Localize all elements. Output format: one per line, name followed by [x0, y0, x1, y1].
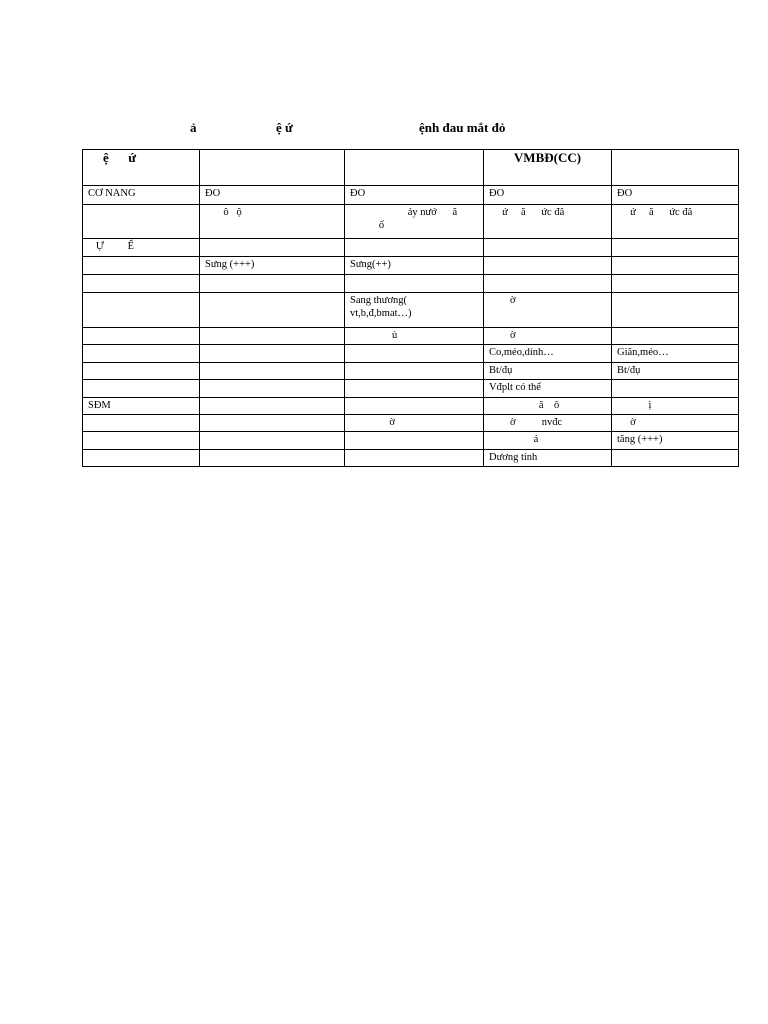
table-cell: SĐM [83, 398, 200, 415]
header-cell-5 [612, 150, 739, 186]
table-cell [83, 257, 200, 275]
table-cell: ờ [484, 328, 612, 345]
table-cell [200, 293, 345, 328]
table-cell: Sang thương( vt,b,đ,bmat…) [345, 293, 484, 328]
table-cell [83, 432, 200, 450]
table-cell: ờ nvđc [484, 415, 612, 432]
table-cell [484, 239, 612, 257]
title-part-3: ệnh đau mắt đỏ [419, 120, 506, 135]
table-cell [612, 380, 739, 398]
table-cell [83, 345, 200, 363]
table-cell: ị [612, 398, 739, 415]
table-cell [200, 275, 345, 293]
table-cell: ờ [345, 415, 484, 432]
table-row [83, 205, 739, 239]
table-cell: Bt/đụ [484, 363, 612, 380]
table-cell [612, 275, 739, 293]
table-cell [200, 239, 345, 257]
table-cell: ĐO [612, 186, 739, 205]
table-cell [345, 398, 484, 415]
table-row [83, 450, 739, 467]
table-cell [83, 205, 200, 239]
table-cell: Dương tính [484, 450, 612, 467]
table-cell: ờ [612, 415, 739, 432]
table-row [83, 398, 739, 415]
table-cell: Vđplt có thể [484, 380, 612, 398]
header-cell-4: VMBĐ(CC) [484, 150, 612, 186]
table-cell [345, 432, 484, 450]
table-cell [83, 293, 200, 328]
table-cell [200, 363, 345, 380]
table-cell: Giãn,méo… [612, 345, 739, 363]
table-cell [612, 450, 739, 467]
table-cell [345, 380, 484, 398]
table-cell [83, 380, 200, 398]
table-cell [200, 450, 345, 467]
document-title [0, 120, 768, 140]
table-row [83, 186, 739, 205]
table-cell [345, 275, 484, 293]
table-row [83, 345, 739, 363]
table-cell [484, 257, 612, 275]
table-cell: ảy nướ ă ố [345, 205, 484, 239]
table-cell [345, 239, 484, 257]
table-cell [345, 363, 484, 380]
table-cell: CƠ NANG [83, 186, 200, 205]
table-cell [612, 328, 739, 345]
table-cell: ô ộ [200, 205, 345, 239]
table-cell [484, 275, 612, 293]
table-row [83, 415, 739, 432]
table-cell [200, 398, 345, 415]
table-cell: Ự Ể [83, 239, 200, 257]
table-cell [612, 257, 739, 275]
table-cell [83, 275, 200, 293]
table-row [83, 363, 739, 380]
table-cell: Sưng(++) [345, 257, 484, 275]
table-cell: ĐO [200, 186, 345, 205]
table-cell: Bt/đụ [612, 363, 739, 380]
table-cell: ứ ă ức đâ [484, 205, 612, 239]
table-row [83, 275, 739, 293]
header-cell-1: ệ ứ [83, 150, 200, 186]
table-cell: ă ô [484, 398, 612, 415]
table-cell [83, 450, 200, 467]
table-cell [200, 432, 345, 450]
table-cell [200, 345, 345, 363]
table-cell [200, 415, 345, 432]
table-cell [83, 328, 200, 345]
table-row [83, 239, 739, 257]
table-cell [345, 450, 484, 467]
table-row [83, 293, 739, 328]
table-cell [345, 345, 484, 363]
table-cell: ĐO [484, 186, 612, 205]
header-cell-3 [345, 150, 484, 186]
table-cell: ả [484, 432, 612, 450]
table-cell: tăng (+++) [612, 432, 739, 450]
table-cell [200, 380, 345, 398]
table-row [83, 380, 739, 398]
table-cell [612, 239, 739, 257]
table-cell: ứ ă ức đâ [612, 205, 739, 239]
title-part-2: ệ ứ [276, 120, 293, 135]
table-cell: ờ [484, 293, 612, 328]
table-cell [612, 293, 739, 328]
table-cell: ĐO [345, 186, 484, 205]
comparison-table [82, 149, 739, 467]
table-cell [83, 415, 200, 432]
table-cell [200, 328, 345, 345]
table-cell [83, 363, 200, 380]
table-row [83, 257, 739, 275]
table-row [83, 432, 739, 450]
table-header-row [83, 150, 739, 186]
title-part-1: ả [190, 120, 197, 135]
table-cell: ủ [345, 328, 484, 345]
table-row [83, 328, 739, 345]
table-cell: Sưng (+++) [200, 257, 345, 275]
header-cell-2 [200, 150, 345, 186]
table-cell: Co,méo,dính… [484, 345, 612, 363]
